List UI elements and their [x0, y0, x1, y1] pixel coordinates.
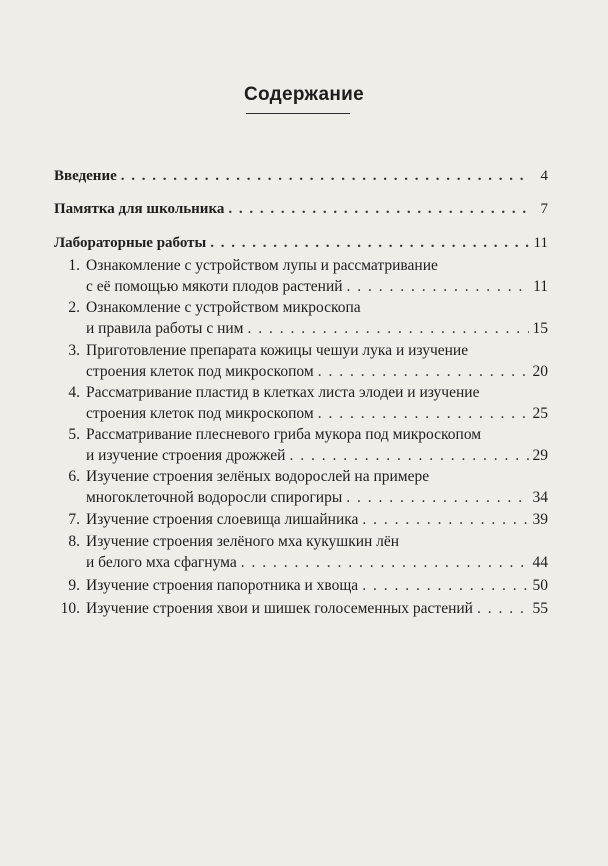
- lab-work-item[interactable]: [54, 424, 548, 466]
- toc-page-number: 20: [532, 363, 548, 380]
- lab-work-number: 9.: [68, 577, 80, 594]
- lab-work-number: 2.: [68, 299, 80, 316]
- lab-work-title-line2: и изучение строения дрожжей: [86, 447, 286, 464]
- leader-dots: [318, 403, 529, 424]
- page-title: Содержание: [243, 84, 365, 105]
- lab-work-item[interactable]: [54, 531, 548, 573]
- lab-work-title-line1: Рассматривание плесневого гриба мукора под микроскопом: [86, 426, 482, 443]
- lab-work-title-line2: и белого мха сфагнума: [86, 554, 237, 571]
- leader-dots: [289, 445, 528, 466]
- leader-dots: [346, 487, 528, 508]
- lab-work-title-line1: Изучение строения зелёных водорослей на примере: [86, 468, 430, 485]
- lab-work-title-line1: Ознакомление с устройством лупы и рассматривание: [86, 257, 438, 274]
- lab-work-item[interactable]: [54, 466, 548, 508]
- toc-page-number: 4: [540, 168, 548, 184]
- lab-work-title-line1: Изучение строения зелёного мха кукушкин лён: [86, 533, 400, 550]
- lab-work-item[interactable]: [54, 509, 548, 530]
- toc-section-introduction[interactable]: [54, 166, 548, 187]
- leader-dots: [318, 361, 529, 382]
- lab-work-title-line1: Изучение строения хвои и шишек голосеменных растений: [86, 600, 473, 617]
- lab-work-title-line1: Ознакомление с устройством микроскопа: [86, 299, 361, 316]
- leader-dots: [241, 552, 529, 573]
- toc-page-number: 29: [532, 447, 548, 464]
- leader-dots: [247, 318, 528, 339]
- toc-page-number: 11: [533, 278, 548, 295]
- lab-work-number: 10.: [60, 600, 80, 617]
- lab-work-number: 6.: [68, 468, 80, 485]
- toc-page-number: 55: [532, 600, 548, 617]
- toc-page-number: 15: [532, 320, 548, 337]
- toc-section-label: Введение: [54, 168, 117, 184]
- toc-page-number: 50: [532, 577, 548, 594]
- leader-dots: [121, 166, 530, 187]
- lab-work-number: 8.: [68, 533, 80, 550]
- toc-page-number: 25: [532, 405, 548, 422]
- lab-work-number: 3.: [68, 342, 80, 359]
- lab-work-title-line2: строения клеток под микроскопом: [86, 405, 314, 422]
- leader-dots: [210, 233, 529, 254]
- toc-page-number: 44: [532, 554, 548, 571]
- leader-dots: [228, 199, 530, 220]
- toc-section-label: Лабораторные работы: [54, 235, 207, 251]
- lab-work-item[interactable]: [54, 382, 548, 424]
- leader-dots: [477, 598, 529, 619]
- title-underline: [246, 113, 350, 114]
- lab-work-item[interactable]: [54, 297, 548, 339]
- lab-work-title-line2: строения клеток под микроскопом: [86, 363, 314, 380]
- toc-page-number: 7: [540, 201, 548, 217]
- toc-section-lab-works[interactable]: [54, 233, 548, 254]
- lab-work-title-line2: многоклеточной водоросли спирогиры: [86, 489, 343, 506]
- lab-work-title-line1: Приготовление препарата кожицы чешуи лука и изучение: [86, 342, 469, 359]
- lab-work-title-line2: и правила работы с ним: [86, 320, 244, 337]
- toc-page-number: 11: [533, 235, 548, 251]
- lab-work-title-line1: Изучение строения папоротника и хвоща: [86, 577, 359, 594]
- toc-section-student-memo[interactable]: [54, 199, 548, 220]
- lab-work-number: 7.: [68, 511, 80, 528]
- lab-work-number: 5.: [68, 426, 80, 443]
- lab-work-number: 1.: [68, 257, 80, 274]
- lab-work-number: 4.: [68, 384, 80, 401]
- lab-work-item[interactable]: [54, 340, 548, 382]
- leader-dots: [362, 575, 528, 596]
- lab-work-item[interactable]: [54, 255, 548, 297]
- toc-page-number: 34: [532, 489, 548, 506]
- leader-dots: [362, 509, 528, 530]
- toc-section-label: Памятка для школьника: [54, 201, 225, 217]
- leader-dots: [347, 276, 530, 297]
- lab-work-item[interactable]: [54, 598, 548, 619]
- toc-page-number: 39: [532, 511, 548, 528]
- lab-work-title-line2: с её помощью мякоти плодов растений: [86, 278, 343, 295]
- lab-work-title-line1: Рассматривание пластид в клетках листа элодеи и изучение: [86, 384, 480, 401]
- lab-work-item[interactable]: [54, 575, 548, 596]
- lab-work-title-line1: Изучение строения слоевища лишайника: [86, 511, 359, 528]
